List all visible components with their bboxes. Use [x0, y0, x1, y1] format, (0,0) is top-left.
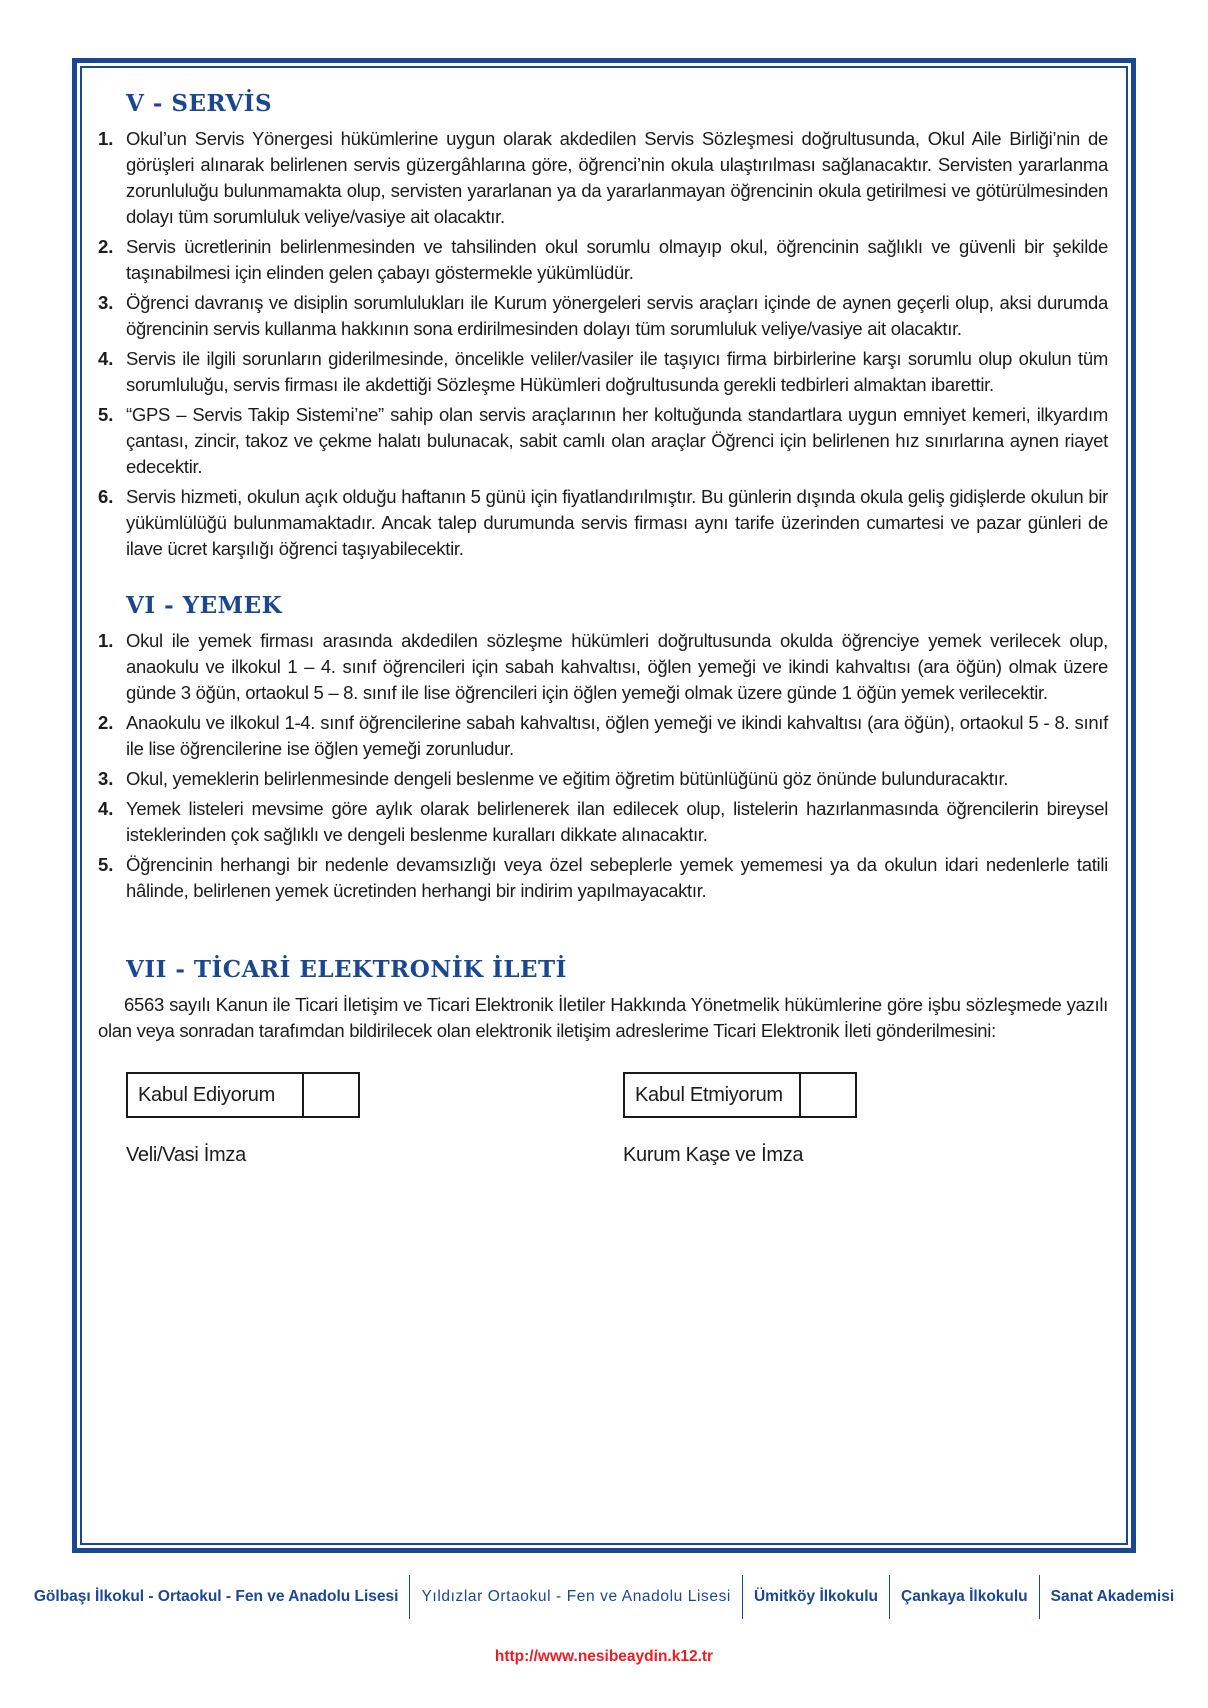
accept-checkbox[interactable] [302, 1074, 358, 1116]
section-title-yemek: VI - YEMEK [126, 592, 283, 619]
item-text: Servis hizmeti, okulun açık olduğu haftanın 5 günü için fiyatlandırılmıştır. Bu günlerin dışında okula geliş gidişlerde okulun bir yükümlülüğü bulunmamaktadır. Ancak talep durumunda servis firması aynı tarife üzerinden cumartesi ve pazar günleri de ilave ücret karşılığı öğrenci taşıyabilecektir. [126, 486, 1108, 559]
servis-item-list [98, 126, 1108, 562]
list-item [98, 484, 1108, 562]
item-text: Okul ile yemek firması arasında akdedilen sözleşme hükümleri doğrultusunda okulda öğrenciye yemek verilecek olup, anaokulu ve ilkokul 1 – 4. sınıf öğrencileri için sabah kahvaltısı, öğlen yemeği ve ikindi kahvaltısı (ara öğün) olmak üzere günde 3 öğün, ortaokul 5 – 8. sınıf ile lise öğrencileri için öğlen yemeği olmak üzere günde 1 öğün yemek verilecektir. [126, 630, 1108, 703]
item-text: Anaokulu ve ilkokul 1-4. sınıf öğrencilerine sabah kahvaltısı, öğlen yemeği ve ikindi kahvaltısı (ara öğün), ortaokul 5 - 8. sınıf ile lise öğrencilerine ise öğlen yemeği zorunludur. [126, 712, 1108, 759]
list-item [98, 628, 1108, 706]
list-item [98, 346, 1108, 398]
ticari-ileti-paragraph: 6563 sayılı Kanun ile Ticari İletişim ve Ticari Elektronik İletiler Hakkında Yönetmelik hükümlerine göre işbu sözleşmede yazılı olan veya sonradan tarafımdan bildirilecek olan elektronik iletişim adreslerime Ticari Elektronik İleti gönderilmesini: [98, 994, 1108, 1041]
item-text: Öğrencinin herhangi bir nedenle devamsızlığı veya özel sebeplerle yemek yememesi ya da okulun idari nedenlerle tatili hâlinde, belirlenen yemek ücretinden herhangi bir indirim yapılmayacaktır. [126, 854, 1108, 901]
item-number: 4. [98, 798, 114, 819]
item-text: Servis ücretlerinin belirlenmesinden ve tahsilinden okul sorumlu olmayıp okul, öğrencinin sağlıklı ve güvenli bir şekilde taşınabilmesi için elinden gelen çabayı göstermekle yükümlüdür. [126, 236, 1108, 283]
footer-school-yildizlar: Yıldızlar Ortaokul - Fen ve Anadolu Lisesi [410, 1575, 743, 1619]
institution-stamp-label: Kurum Kaşe ve İmza [623, 1144, 804, 1166]
section-title-ticari-elektronik-ileti: VII - TİCARİ ELEKTRONİK İLETİ [126, 956, 567, 983]
reject-checkbox[interactable] [799, 1074, 855, 1116]
list-item [98, 710, 1108, 762]
footer-school-golbasi: Gölbaşı İlkokul - Ortaokul - Fen ve Anadolu Lisesi [23, 1575, 411, 1619]
item-number: 5. [98, 404, 114, 425]
reject-option-box[interactable] [623, 1072, 857, 1118]
list-item [98, 126, 1108, 230]
item-number: 3. [98, 292, 114, 313]
item-number: 5. [98, 854, 114, 875]
item-number: 4. [98, 348, 114, 369]
item-text: Okul’un Servis Yönergesi hükümlerine uygun olarak akdedilen Servis Sözleşmesi doğrultusunda, Okul Aile Birliği’nin de görüşleri alınarak belirlenen servis güzergâhlarına göre, öğrenci’nin okula ulaştırılması sağlanacaktır. Servisten yararlanma zorunluluğu bulunmamakta olup, servisten yararlanan ya da yararlanmayan öğrencinin okula getirilmesi ve götürülmesinden dolayı tüm sorumluluk veliye/vasiye ait olacaktır. [126, 128, 1108, 227]
accept-option-label: Kabul Ediyorum [138, 1083, 275, 1106]
reject-option-label: Kabul Etmiyorum [635, 1083, 783, 1106]
yemek-item-list [98, 628, 1108, 904]
footer-school-umitkoy: Ümitköy İlkokulu [743, 1575, 890, 1619]
document-content [80, 66, 1128, 1545]
footer-url-wrap [0, 1648, 1208, 1666]
website-link[interactable]: http://www.nesibeaydin.k12.tr [494, 1648, 714, 1665]
list-item [98, 290, 1108, 342]
item-text: Öğrenci davranış ve disiplin sorumlulukları ile Kurum yönergeleri servis araçları içinde de aynen geçerli olup, aksi durumda öğrencinin servis kullanma hakkının sona erdirilmesinden dolayı tüm sorumluluk veliye/vasiye ait olacaktır. [126, 292, 1108, 339]
item-text: Servis ile ilgili sorunların giderilmesinde, öncelikle veliler/vasiler ile taşıyıcı firma birbirlerine karşı sorumlu olup okulun tüm sorumluluğu, servis firması ile akdettiği Sözleşme Hükümleri doğrultusunda gerekli tedbirleri almaktan ibarettir. [126, 348, 1108, 395]
document-frame [72, 58, 1136, 1553]
item-number: 3. [98, 768, 114, 789]
list-item [98, 766, 1108, 792]
item-text: “GPS – Servis Takip Sistemi’ne” sahip olan servis araçlarının her koltuğunda standartlara uygun emniyet kemeri, ilkyardım çantası, zincir, takoz ve çekme halatı bulunacak, sabit camlı olan araçlar Öğrenci için belirlenen hız sınırlarına aynen riayet edecektir. [126, 404, 1108, 477]
list-item [98, 796, 1108, 848]
item-text: Yemek listeleri mevsime göre aylık olarak belirlenerek ilan edilecek olup, listelerin hazırlanmasında öğrencilerin bireysel isteklerinden çok sağlıklı ve dengeli beslenme kuralları dikkate alınacaktır. [126, 798, 1108, 845]
item-number: 1. [98, 630, 114, 651]
section-title-servis: V - SERVİS [126, 90, 273, 117]
item-number: 1. [98, 128, 114, 149]
guardian-signature-label: Veli/Vasi İmza [126, 1144, 246, 1166]
list-item [98, 402, 1108, 480]
footer-school-cankaya: Çankaya İlkokulu [890, 1575, 1040, 1619]
item-number: 2. [98, 236, 114, 257]
list-item [98, 852, 1108, 904]
footer-school-list [0, 1575, 1208, 1619]
item-number: 2. [98, 712, 114, 733]
item-number: 6. [98, 486, 114, 507]
item-text: Okul, yemeklerin belirlenmesinde dengeli beslenme ve eğitim öğretim bütünlüğünü göz önünde bulunduracaktır. [126, 768, 1009, 789]
footer-school-sanat-akademisi: Sanat Akademisi [1050, 1588, 1175, 1605]
consent-row [126, 1072, 1108, 1118]
signature-row [126, 1144, 1108, 1167]
accept-option-box[interactable] [126, 1072, 360, 1118]
list-item [98, 234, 1108, 286]
